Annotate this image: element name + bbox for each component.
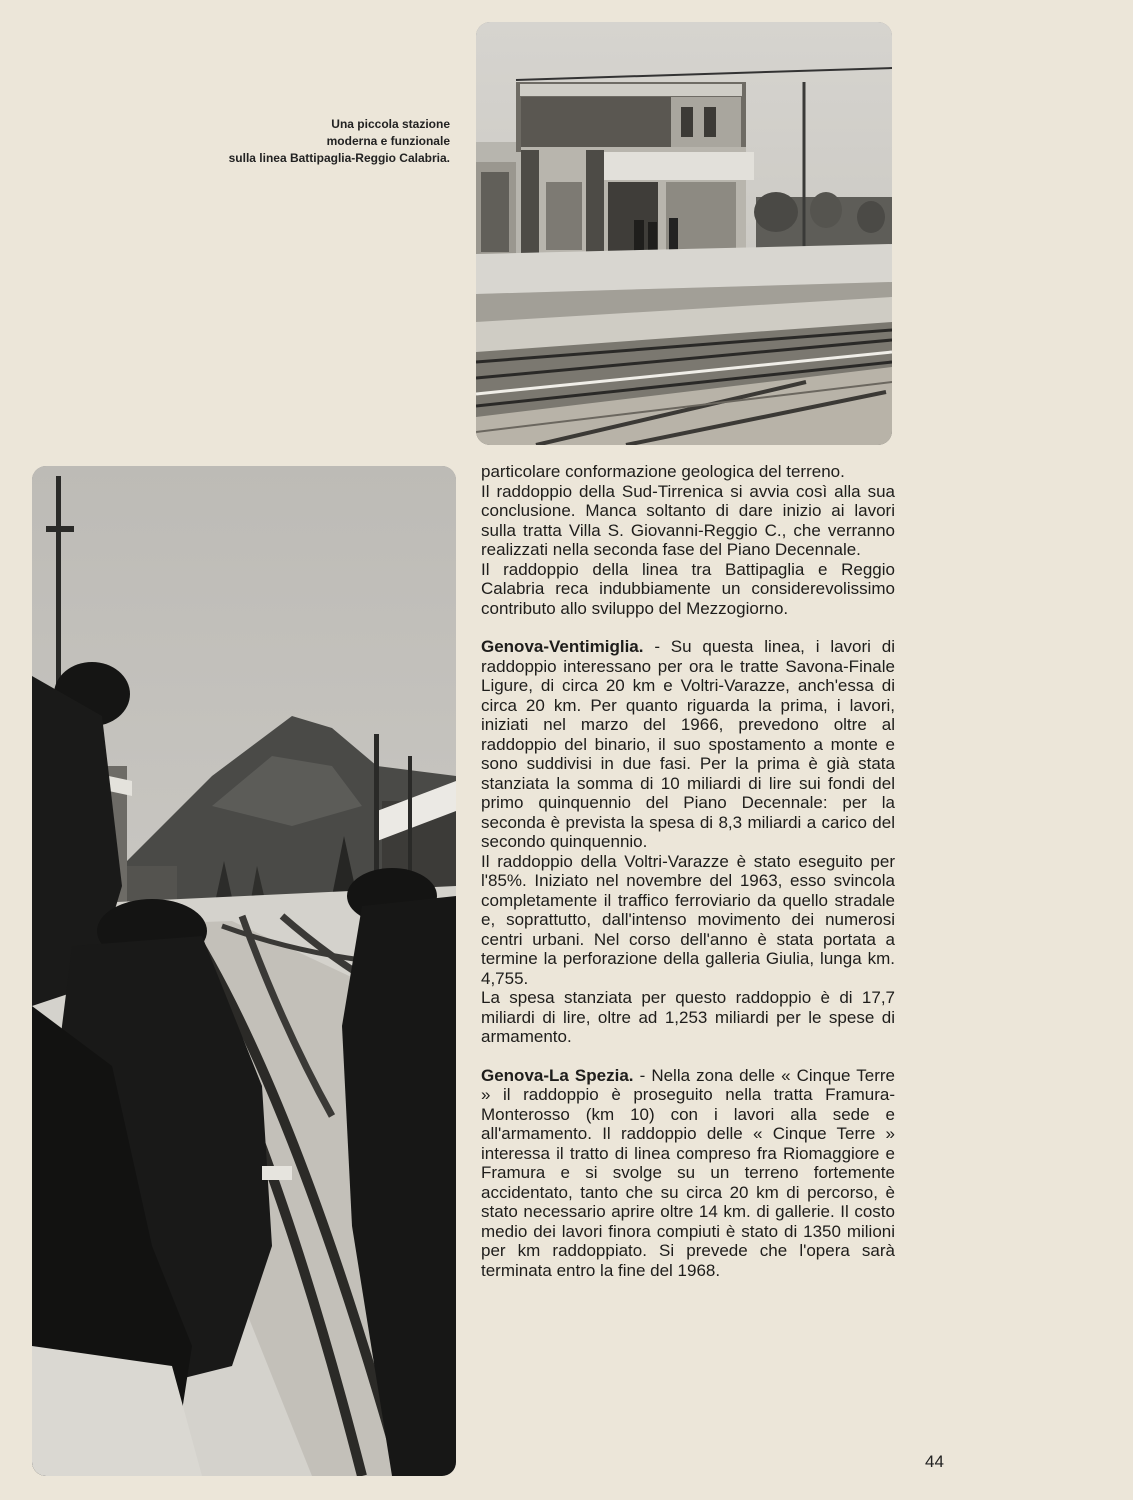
section-text: - Su questa linea, i lavori di raddoppio interessano per ora le tratte Savona-Finale Ligure, di circa 20 km e Voltri-Varazze, anch'essa di circa 20 km. Per quanto riguarda la prima, i lavori, iniziati nel marzo del 1966, prevedono oltre al raddoppio del binario, il suo spostamento a monte e sono suddivisi in due fasi. Per la prima è già stata stanziata la somma di 10 miliardi di lire sui fondi del primo quinquennio del Piano Decennale: per la seconda è prevista la spesa di 8,3 miliardi a carico del secondo quinquennio. (481, 637, 895, 851)
body-paragraph: particolare conformazione geologica del terreno. (481, 462, 845, 481)
caption-line-1: Una piccola stazione (331, 117, 450, 131)
station-photo (476, 22, 892, 445)
body-paragraph: Il raddoppio della Sud-Tirrenica si avvia così alla sua conclusione. Manca soltanto di dare inizio ai lavori sulla tratta Villa S. Giovanni-Reggio C., che verranno realizzati nella seconda fase del Piano Decennale. (481, 481, 895, 559)
section-text: - Nella zona delle « Cinque Terre » il raddoppio è proseguito nella tratta Framura-Monterosso (km 10) con i lavori alla sede e all'armamento. Il raddoppio delle « Cinque Terre » interessa il tratto di linea compreso fra Riomaggiore e Framura e si svolge su un terreno fortemente accidentato, tanto che su circa 20 km di percorso, è stato necessario aprire oltre 14 km. di gallerie. Il costo medio dei lavori finora compiuti è stato di 1350 milioni per km raddoppiato. Si prevede che l'opera sarà terminata entro la fine del 1968. (481, 1065, 895, 1280)
workers-photo-image (32, 466, 456, 1476)
workers-photo (32, 466, 456, 1476)
caption-line-2: moderna e funzionale (326, 134, 450, 148)
section-genova-ventimiglia (481, 637, 895, 852)
body-paragraph: Il raddoppio della linea tra Battipaglia e Reggio Calabria reca indubbiamente un considerevolissimo contributo allo sviluppo del Mezzogiorno. (481, 559, 895, 618)
page-number: 44 (925, 1452, 944, 1471)
body-paragraph: La spesa stanziata per questo raddoppio è di 17,7 miliardi di lire, oltre ad 1,253 miliardi per le spese di armamento. (481, 988, 895, 1046)
photo-caption (190, 116, 450, 167)
section-genova-la-spezia (481, 1066, 895, 1281)
body-paragraph: Il raddoppio della Voltri-Varazze è stato eseguito per l'85%. Iniziato nel novembre del 1963, esso svincola completamente il traffico ferroviario da quello stradale e, soprattutto, dall'intenso movimento dei numerosi centri urbani. Nel corso dell'anno è stata portata a termine la perforazione della galleria Giulia, lunga km. 4,755. (481, 851, 895, 988)
article-body (481, 462, 895, 1280)
station-photo-image (476, 22, 892, 445)
section-heading: Genova-La Spezia. (481, 1065, 634, 1085)
section-heading: Genova-Ventimiglia. (481, 637, 644, 656)
caption-line-3: sulla linea Battipaglia-Reggio Calabria. (228, 151, 450, 165)
